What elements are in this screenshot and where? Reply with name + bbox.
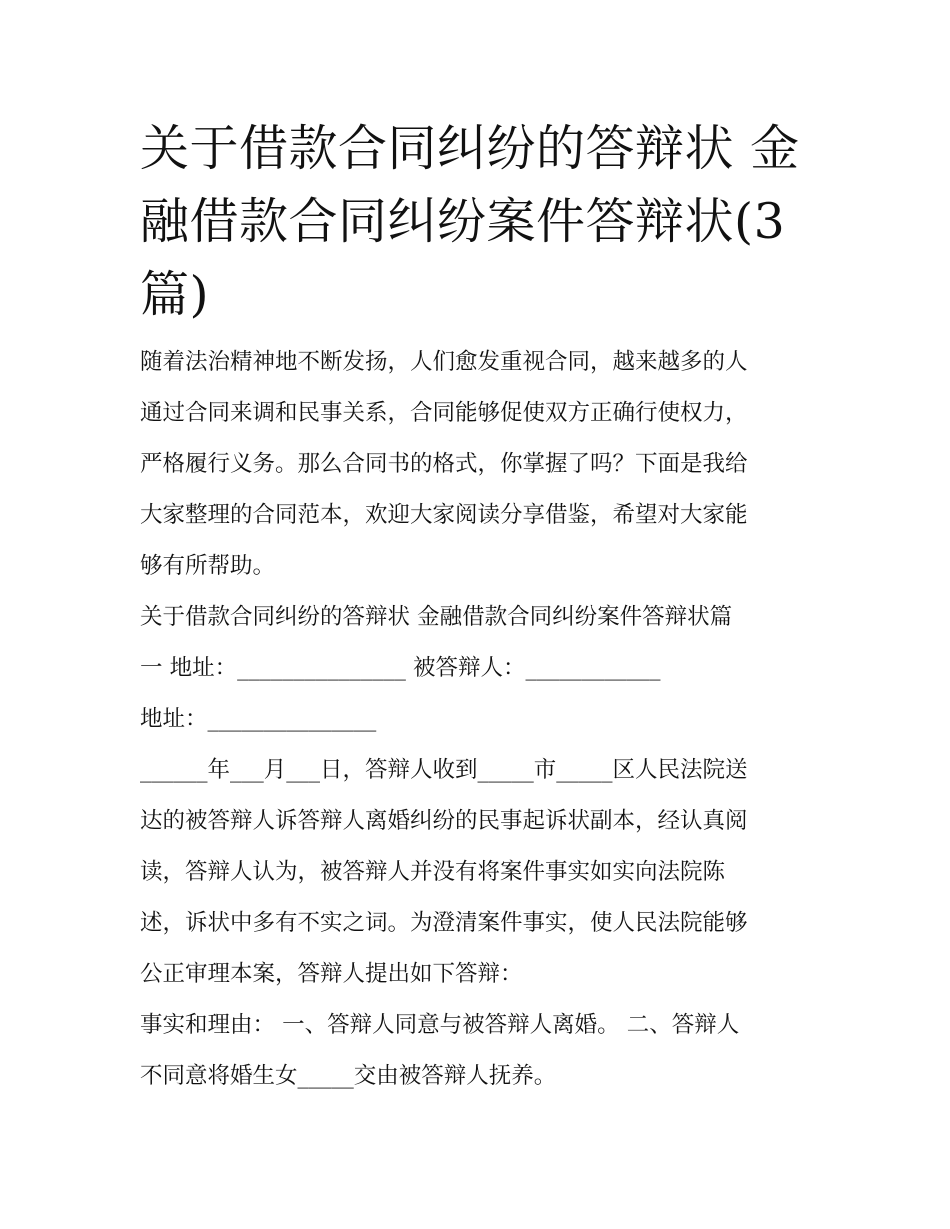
body-line: 严格履行义务。那么合同书的格式，你掌握了吗？下面是我给 [140,451,748,477]
title-line: 关于借款合同纠纷的答辩状 金 [140,120,800,177]
body-line: 随着法治精神地不断发扬，人们愈发重视合同，越来越多的人 [140,349,748,375]
document-page [140,112,812,1102]
section-heading-line: 关于借款合同纠纷的答辩状 金融借款合同纠纷案件答辩状篇 [140,604,733,630]
document-body [140,337,812,1102]
body-line: 事实和理由： 一、答辩人同意与被答辩人离婚。 二、答辩人 [140,1012,740,1038]
address-line: 一 地址：_______________ 被答辩人：____________ [140,655,661,681]
body-line: 读，答辩人认为，被答辩人并没有将案件事实如实向法院陈 [140,859,726,885]
body-line: 不同意将婚生女_____交由被答辩人抚养。 [140,1063,557,1089]
address-line: 地址：_______________ [140,706,377,732]
body-line: 通过合同来调和民事关系，合同能够促使双方正确行使权力， [140,400,748,426]
body-line: 公正审理本案，答辩人提出如下答辩： [140,961,523,987]
title-line: 融借款合同纠纷案件答辩状(3 [140,193,786,250]
document-title [140,112,812,331]
body-line: 大家整理的合同范本，欢迎大家阅读分享借鉴，希望对大家能 [140,502,748,528]
body-line: 述，诉状中多有不实之词。为澄清案件事实，使人民法院能够 [140,910,748,936]
body-line: 够有所帮助。 [140,553,276,579]
title-line: 篇) [140,266,210,323]
body-line: 达的被答辩人诉答辩人离婚纠纷的民事起诉状副本，经认真阅 [140,808,748,834]
body-line: ______年___月___日，答辩人收到_____市_____区人民法院送 [140,757,748,783]
